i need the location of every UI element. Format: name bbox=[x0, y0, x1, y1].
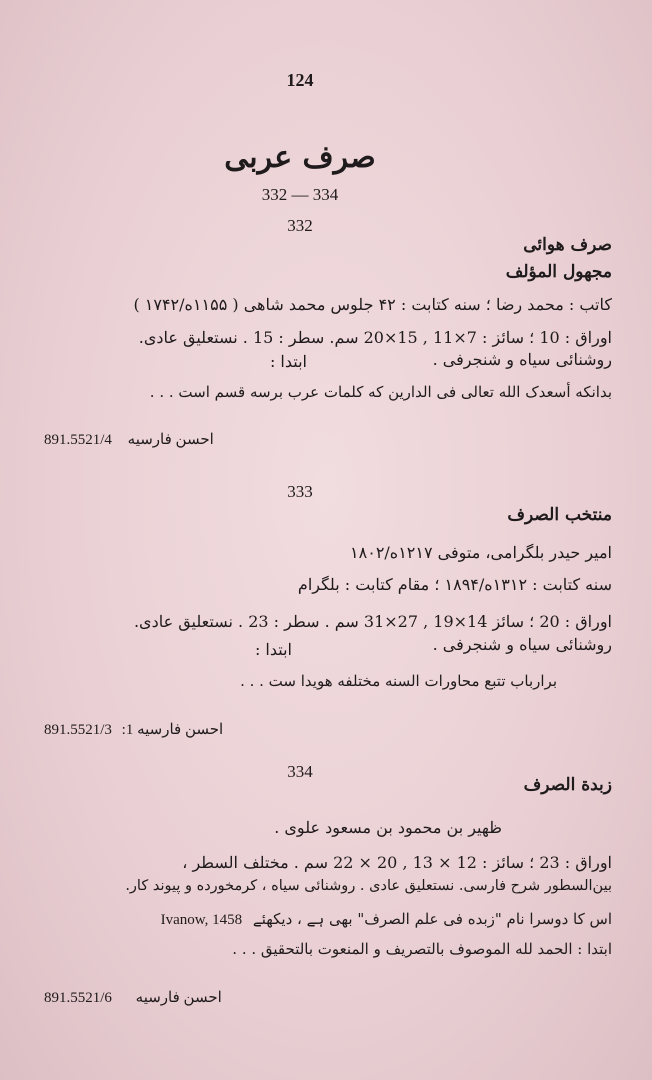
reference-citation: Ivanow, 1458 bbox=[160, 912, 243, 928]
page-number: 124 bbox=[286, 70, 314, 90]
entry-line: بین‌السطور شرح فارسی. نستعلیق عادی . روشنائی سیاه ، کرمخورده و پیوند کار. bbox=[125, 878, 612, 894]
entry-number: 332 bbox=[287, 216, 313, 235]
shelf-label: احسن فارسیه bbox=[135, 990, 222, 1006]
entry-author: مجهول المؤلف bbox=[505, 262, 612, 282]
entry-line: اوراق : 23 ؛ سائز : 12 × 13 , 20 × 22 سم . مختلف السطر ، bbox=[182, 853, 612, 872]
entry-line: روشنائی سیاه و شنجرفی . bbox=[432, 350, 612, 369]
shelf-number: 891.5521/3 bbox=[44, 722, 112, 738]
entry-line: کاتب : محمد رضا ؛ سنه کتابت : ۴۲ جلوس محمد شاهی ( ۱۱۵۵ه/۱۷۴۲ ) bbox=[133, 295, 612, 314]
entry-title: زبدة الصرف bbox=[523, 775, 612, 795]
shelf-mark bbox=[44, 430, 214, 449]
entry-line: روشنائی سیاه و شنجرفی . bbox=[432, 635, 612, 654]
entry-number: 333 bbox=[287, 482, 313, 501]
entry-incipit: برارباب تتبع محاورات السنه مختلفه هویدا ست . . . bbox=[240, 672, 557, 690]
entry-title: منتخب الصرف bbox=[507, 505, 612, 525]
entry-range: 332 — 334 bbox=[261, 185, 339, 204]
entry-line: اوراق : 10 ؛ سائز : 7×11 , 15×20 سم. سطر : 15 . نستعلیق عادی. bbox=[138, 328, 612, 347]
entry-number: 334 bbox=[287, 762, 313, 781]
shelf-label: احسن فارسیه 1: bbox=[121, 722, 224, 738]
entry-line bbox=[161, 910, 612, 929]
entry-title: صرف هوائی bbox=[523, 235, 612, 255]
section-title: صرف عربی bbox=[224, 140, 376, 175]
shelf-label: احسن فارسیه bbox=[127, 432, 214, 448]
incipit-label: ابتدا : bbox=[269, 352, 307, 371]
entry-line: سنه کتابت : ۱۳۱۲ه/۱۸۹۴ ؛ مقام کتابت : بلگرام bbox=[297, 575, 612, 594]
incipit-label: ابتدا : bbox=[254, 640, 292, 659]
shelf-number: 891.5521/6 bbox=[44, 990, 112, 1006]
entry-author: امیر حیدر بلگرامی، متوفی ۱۲۱۷ه/۱۸۰۲ bbox=[350, 543, 612, 562]
shelf-mark bbox=[44, 720, 223, 739]
shelf-number: 891.5521/4 bbox=[44, 432, 112, 448]
entry-author: ظهیر بن محمود بن مسعود علوی . bbox=[274, 818, 502, 837]
entry-line-text: اس کا دوسرا نام "زبده فی علم الصرف" بهی ہے ، دیکھئے bbox=[252, 910, 612, 928]
entry-incipit: ابتدا : الحمد لله الموصوف بالتصریف و المنعوت بالتحقیق . . . bbox=[232, 940, 612, 958]
entry-line: اوراق : 20 ؛ سائز 14×19 , 27×31 سم . سطر : 23 . نستعلیق عادی. bbox=[133, 612, 612, 631]
entry-incipit: بدانکه أسعدک الله تعالی فی الدارین که کلمات عرب برسه قسم است . . . bbox=[149, 383, 612, 401]
shelf-mark bbox=[44, 988, 222, 1007]
